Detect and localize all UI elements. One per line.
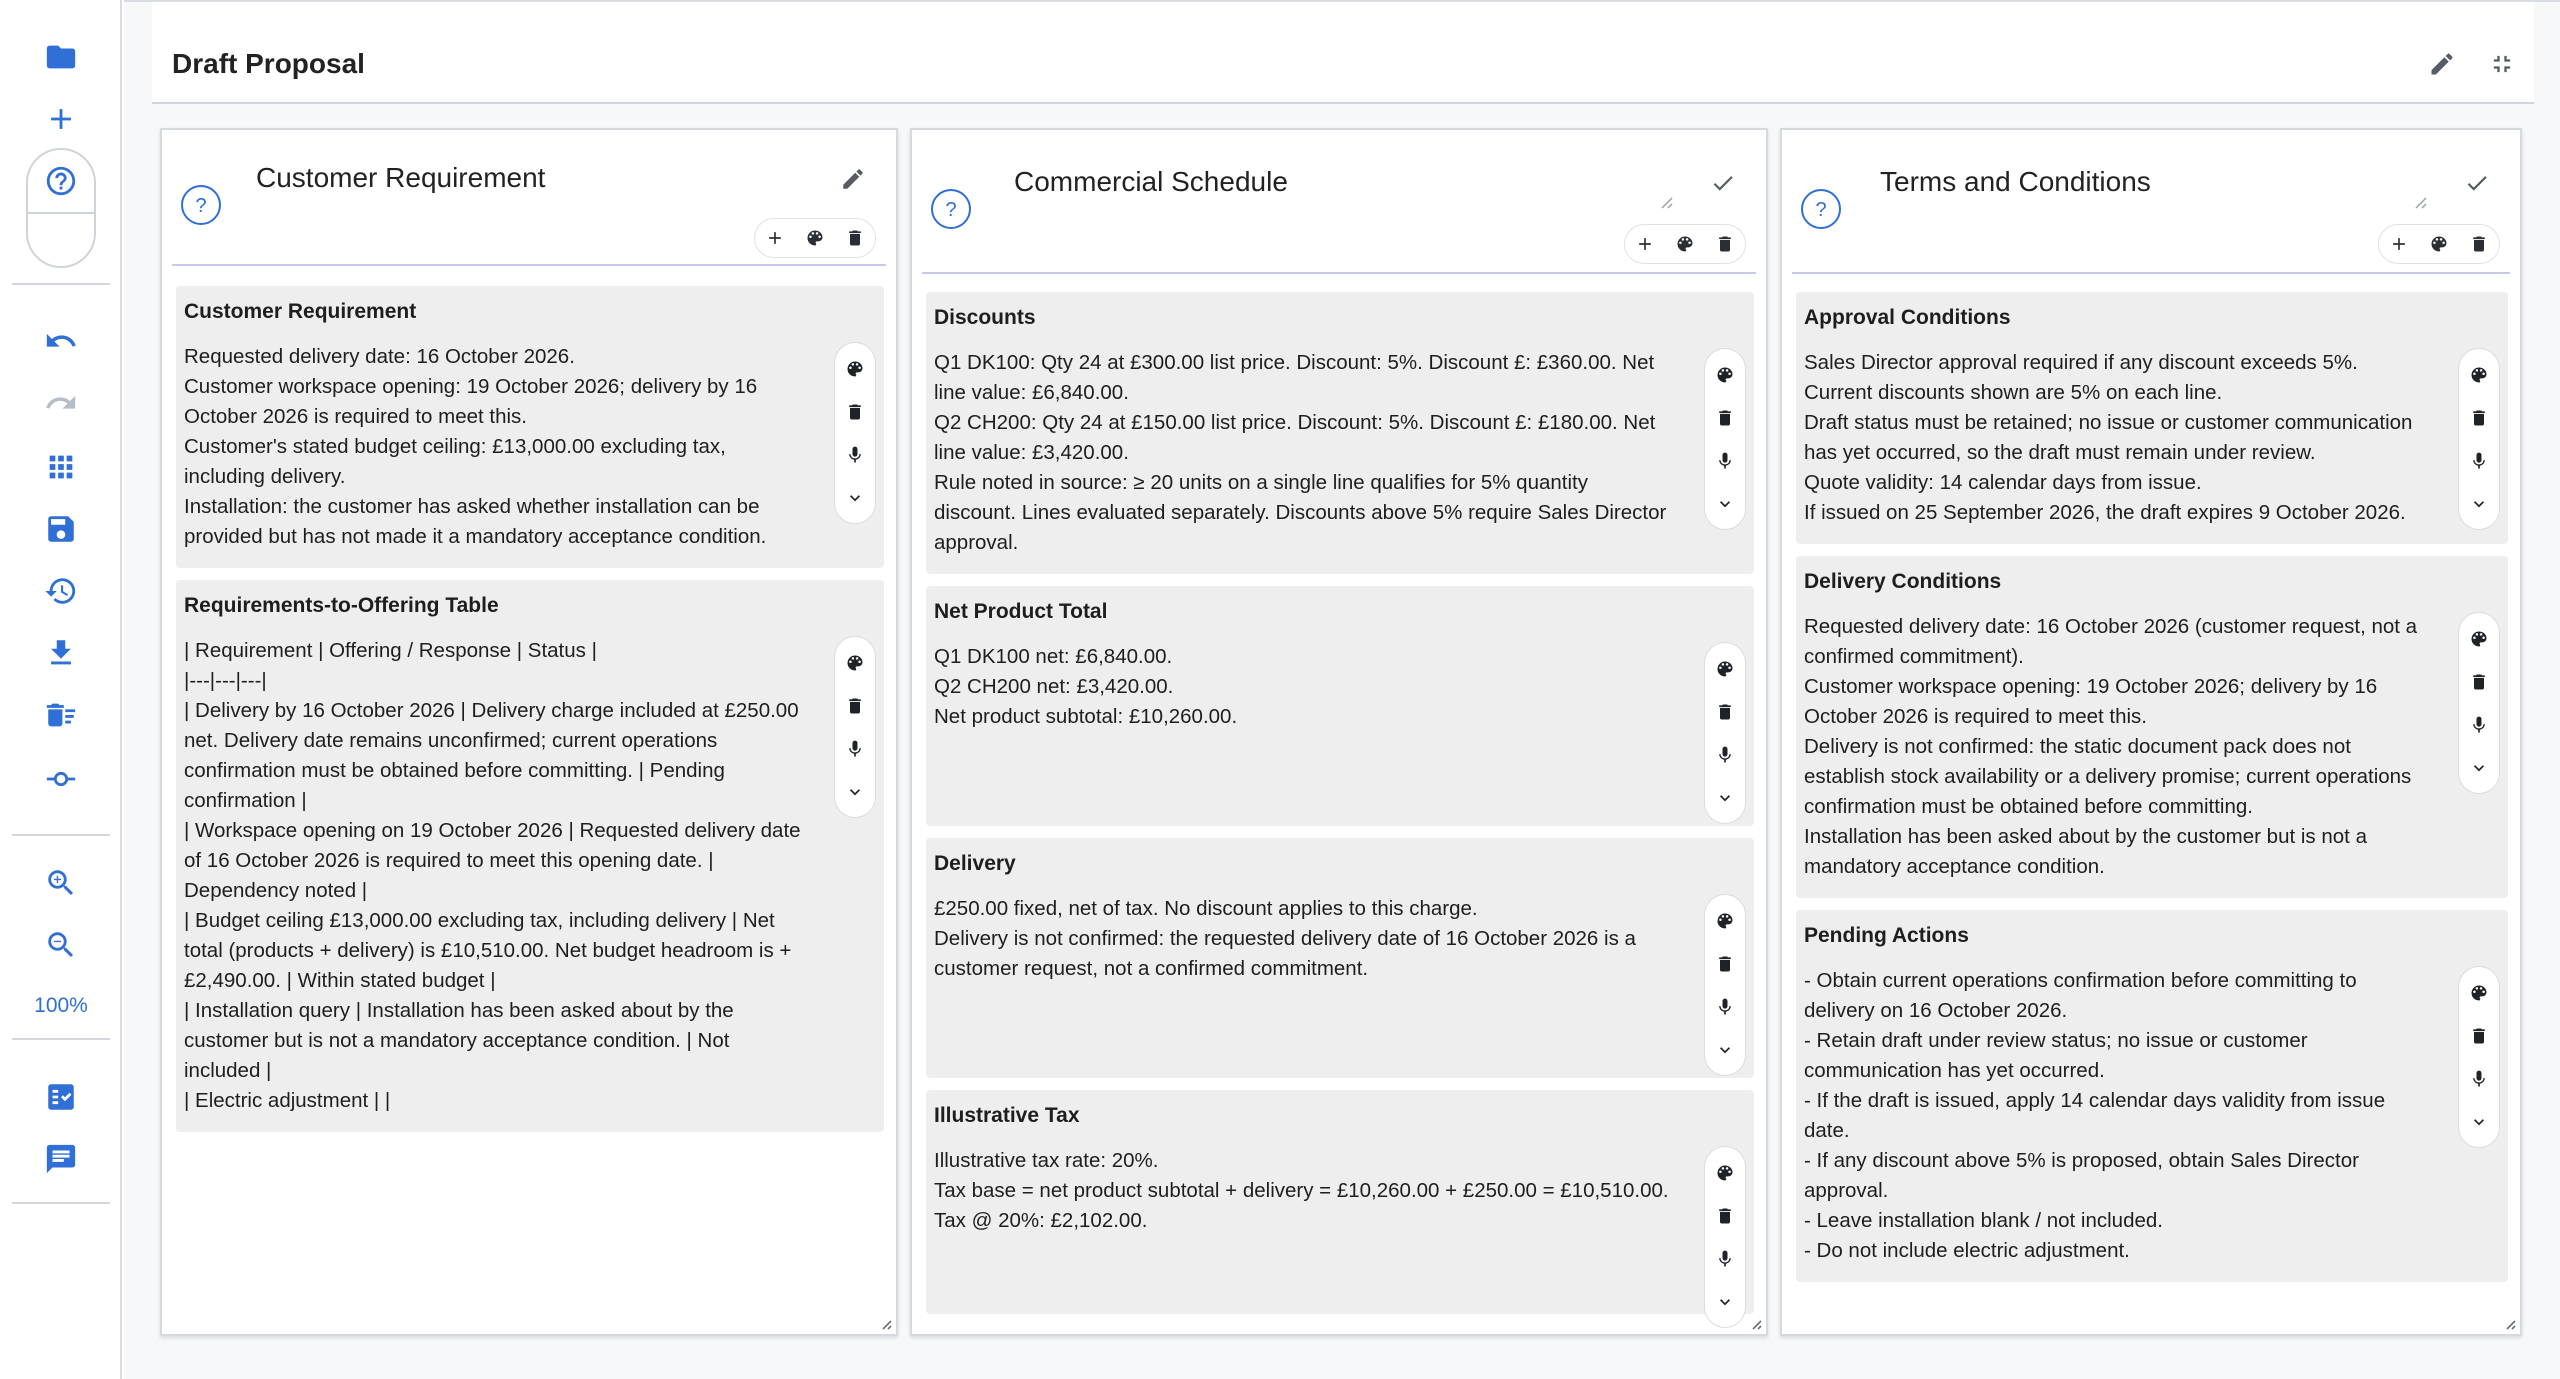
card-heading: Approval Conditions bbox=[1804, 306, 2011, 329]
card-text-line[interactable]: | Requirement | Offering / Response | Status | bbox=[184, 639, 597, 662]
mic-icon[interactable] bbox=[835, 433, 875, 476]
card-text-line[interactable]: Customer workspace opening: 19 October 2026; delivery by 16 October 2026 is required to meet this. bbox=[184, 375, 758, 428]
help-icon[interactable] bbox=[930, 188, 972, 230]
textarea-resize-icon[interactable] bbox=[2410, 192, 2428, 210]
card-text-line[interactable]: Quote validity: 14 calendar days from issue. bbox=[1804, 471, 2202, 494]
card[interactable] bbox=[1796, 292, 2508, 544]
card-list bbox=[176, 286, 884, 1144]
card-controls bbox=[1704, 642, 1746, 824]
card-text-line[interactable]: Installation: the customer has asked whether installation can be provided but has not made it a mandatory acceptance condition. bbox=[184, 495, 767, 548]
card-text-line[interactable]: Customer's stated budget ceiling: £13,000.00 excluding tax, including delivery. bbox=[184, 435, 726, 488]
card[interactable] bbox=[926, 1090, 1754, 1314]
card[interactable] bbox=[926, 292, 1754, 574]
chevron-down-icon[interactable] bbox=[2459, 1100, 2499, 1143]
trash-icon[interactable] bbox=[2459, 660, 2499, 703]
palette-icon[interactable] bbox=[1665, 225, 1705, 263]
trash-icon[interactable] bbox=[1705, 690, 1745, 733]
pencil-icon[interactable] bbox=[2424, 46, 2460, 82]
chevron-down-icon[interactable] bbox=[835, 770, 875, 813]
panel-toolbar bbox=[2378, 224, 2500, 264]
card-text-line[interactable]: - If the draft is issued, apply 14 calendar days validity from issue date. bbox=[1804, 1089, 2386, 1142]
svg-text:?: ? bbox=[945, 199, 957, 221]
card[interactable] bbox=[176, 580, 884, 1132]
card-text-line[interactable]: |---|---|---| bbox=[184, 669, 267, 692]
mic-icon[interactable] bbox=[1705, 439, 1745, 482]
trash-icon[interactable] bbox=[1705, 396, 1745, 439]
zoom-in-icon[interactable] bbox=[38, 860, 84, 906]
palette-icon[interactable] bbox=[2459, 617, 2499, 660]
palette-icon[interactable] bbox=[835, 347, 875, 390]
trash-icon[interactable] bbox=[2459, 225, 2499, 263]
palette-icon[interactable] bbox=[2459, 353, 2499, 396]
card-text-line[interactable]: - If any discount above 5% is proposed, obtain Sales Director approval. bbox=[1804, 1149, 2359, 1202]
resize-handle-icon[interactable] bbox=[1748, 1316, 1762, 1330]
card-text-line[interactable]: | Budget ceiling £13,000.00 excluding tax, including delivery | Net total (products + delivery) is £10,510.00. Net budget headroom is + £2,490.00. | Within stated budget | bbox=[184, 909, 792, 992]
card-heading: Net Product Total bbox=[934, 600, 1108, 623]
add-icon[interactable] bbox=[2379, 225, 2419, 263]
card-text-line[interactable]: | Delivery by 16 October 2026 | Delivery charge included at £250.00 net. Delivery date remains unconfirmed; current operations confirmation must be obtained before committing. | Pending confirmation | bbox=[184, 699, 799, 812]
mic-icon[interactable] bbox=[2459, 1057, 2499, 1100]
help-icon[interactable] bbox=[1800, 188, 1842, 230]
history-icon[interactable] bbox=[38, 568, 84, 614]
card-list bbox=[926, 292, 1754, 1326]
edit-title-icon[interactable] bbox=[836, 162, 870, 196]
palette-icon[interactable] bbox=[1705, 899, 1745, 942]
add-icon[interactable] bbox=[1625, 225, 1665, 263]
card-text-line[interactable]: Customer workspace opening: 19 October 2026; delivery by 16 October 2026 is required to meet this. bbox=[1804, 675, 2378, 728]
help-icon[interactable] bbox=[38, 158, 84, 204]
redo-icon[interactable] bbox=[38, 380, 84, 426]
chevron-down-icon[interactable] bbox=[835, 476, 875, 519]
card-text-line[interactable]: Tax base = net product subtotal + delivery = £10,260.00 + £250.00 = £10,510.00. bbox=[934, 1179, 1669, 1202]
mic-icon[interactable] bbox=[835, 727, 875, 770]
card-text-line[interactable]: - Do not include electric adjustment. bbox=[1804, 1239, 2130, 1262]
mic-icon[interactable] bbox=[1705, 985, 1745, 1028]
collapse-icon[interactable] bbox=[2484, 46, 2520, 82]
mic-icon[interactable] bbox=[1705, 733, 1745, 776]
palette-icon[interactable] bbox=[1705, 1151, 1745, 1194]
card-heading: Illustrative Tax bbox=[934, 1104, 1080, 1127]
commit-icon[interactable] bbox=[38, 756, 84, 802]
card-text-line[interactable]: Delivery is not confirmed: the static document pack does not establish stock availability or a delivery promise; current operations confirmation must be obtained before committing. bbox=[1804, 735, 2412, 818]
zoom-out-icon[interactable] bbox=[38, 922, 84, 968]
palette-icon[interactable] bbox=[2459, 971, 2499, 1014]
card-controls bbox=[2458, 348, 2500, 530]
card-controls bbox=[1704, 348, 1746, 530]
card-controls bbox=[2458, 612, 2500, 794]
confirm-title-icon[interactable] bbox=[2460, 166, 2494, 200]
card[interactable] bbox=[1796, 910, 2508, 1282]
chevron-down-icon[interactable] bbox=[2459, 746, 2499, 789]
card-controls bbox=[2458, 966, 2500, 1148]
card-text-line[interactable]: Q1 DK100: Qty 24 at £300.00 list price. Discount: 5%. Discount £: £360.00. Net line value: £6,840.00. bbox=[934, 351, 1655, 404]
trash-icon[interactable] bbox=[2459, 396, 2499, 439]
trash-icon[interactable] bbox=[835, 390, 875, 433]
card-text-line[interactable]: Installation has been asked about by the customer but is not a mandatory acceptance condition. bbox=[1804, 825, 2367, 878]
card-text-line[interactable]: Requested delivery date: 16 October 2026. bbox=[184, 345, 575, 368]
card-text-line[interactable]: Q1 DK100 net: £6,840.00. bbox=[934, 645, 1173, 668]
svg-text:?: ? bbox=[195, 195, 207, 217]
chevron-down-icon[interactable] bbox=[1705, 776, 1745, 819]
add-icon[interactable] bbox=[755, 219, 795, 257]
card-list bbox=[1796, 292, 2508, 1294]
card[interactable] bbox=[176, 286, 884, 568]
card-text-line[interactable]: Current discounts shown are 5% on each line. bbox=[1804, 381, 2223, 404]
checklist-icon[interactable] bbox=[38, 1074, 84, 1120]
palette-icon[interactable] bbox=[2419, 225, 2459, 263]
panel-title: Commercial Schedule bbox=[1014, 166, 1288, 197]
card-text-line[interactable]: Delivery is not confirmed: the requested delivery date of 16 October 2026 is a customer request, not a confirmed commitment. bbox=[934, 927, 1636, 980]
main-window bbox=[124, 0, 2560, 1379]
card-text-line[interactable]: - Obtain current operations confirmation before committing to delivery on 16 October 2026. bbox=[1804, 969, 2357, 1022]
panel-title: Customer Requirement bbox=[256, 162, 546, 193]
palette-icon[interactable] bbox=[795, 219, 835, 257]
card-text-line[interactable]: Net product subtotal: £10,260.00. bbox=[934, 705, 1238, 728]
trash-icon[interactable] bbox=[2459, 1014, 2499, 1057]
panel-terms-and-conditions bbox=[1780, 128, 2522, 1336]
panel-toolbar bbox=[754, 218, 876, 258]
trash-icon[interactable] bbox=[1705, 1194, 1745, 1237]
resize-handle-icon[interactable] bbox=[878, 1316, 892, 1330]
header bbox=[152, 2, 2534, 104]
card-heading: Customer Requirement bbox=[184, 300, 417, 323]
resize-handle-icon[interactable] bbox=[2502, 1316, 2516, 1330]
card-text-line[interactable]: Rule noted in source: ≥ 20 units on a single line qualifies for 5% quantity discount. Lines evaluated separately. Discounts above 5% require Sales Director approval. bbox=[934, 471, 1667, 554]
card-text-line[interactable]: - Retain draft under review status; no issue or customer communication has yet occurred. bbox=[1804, 1029, 2308, 1082]
card-heading: Delivery Conditions bbox=[1804, 570, 2002, 593]
card-heading: Pending Actions bbox=[1804, 924, 1969, 947]
svg-text:?: ? bbox=[1815, 199, 1827, 221]
card-controls bbox=[834, 636, 876, 818]
card-controls bbox=[1704, 1146, 1746, 1328]
card-text-line[interactable]: | Installation query | Installation has been asked about by the customer but is not a mandatory acceptance condition. | Not included | bbox=[184, 999, 734, 1082]
panel-title: Terms and Conditions bbox=[1880, 166, 2151, 197]
trash-icon[interactable] bbox=[835, 684, 875, 727]
card-text-line[interactable]: Sales Director approval required if any discount exceeds 5%. bbox=[1804, 351, 2358, 374]
zoom-level: 100% bbox=[34, 994, 88, 1017]
card-controls bbox=[1704, 894, 1746, 1076]
card-text-line[interactable]: Q2 CH200 net: £3,420.00. bbox=[934, 675, 1174, 698]
card-text-line[interactable]: Draft status must be retained; no issue or customer communication has yet occurred, so the draft must remain under review. bbox=[1804, 411, 2413, 464]
mic-icon[interactable] bbox=[2459, 703, 2499, 746]
card[interactable] bbox=[926, 838, 1754, 1078]
clear-list-icon[interactable] bbox=[38, 692, 84, 738]
card-text-line[interactable]: | Workspace opening on 19 October 2026 | Requested delivery date of 16 October 2026 is required to meet this opening date. | Dependency noted | bbox=[184, 819, 801, 902]
card-heading: Requirements-to-Offering Table bbox=[184, 594, 499, 617]
chevron-down-icon[interactable] bbox=[1705, 1280, 1745, 1323]
panel-customer-requirement bbox=[160, 128, 898, 1336]
confirm-title-icon[interactable] bbox=[1706, 166, 1740, 200]
card-text-line[interactable]: | Electric adjustment | | bbox=[184, 1089, 391, 1112]
palette-icon[interactable] bbox=[1705, 647, 1745, 690]
card-text-line[interactable]: Requested delivery date: 16 October 2026 (customer request, not a confirmed commitment). bbox=[1804, 615, 2418, 668]
plus-icon[interactable] bbox=[38, 96, 84, 142]
palette-icon[interactable] bbox=[835, 641, 875, 684]
page-title: Draft Proposal bbox=[172, 48, 365, 79]
card-text-line[interactable]: Q2 CH200: Qty 24 at £150.00 list price. Discount: 5%. Discount £: £180.00. Net line value: £3,420.00. bbox=[934, 411, 1656, 464]
card[interactable] bbox=[926, 586, 1754, 826]
mic-icon[interactable] bbox=[2459, 439, 2499, 482]
trash-icon[interactable] bbox=[1705, 942, 1745, 985]
chevron-down-icon[interactable] bbox=[2459, 482, 2499, 525]
comment-icon[interactable] bbox=[38, 1136, 84, 1182]
chevron-down-icon[interactable] bbox=[1705, 482, 1745, 525]
card-text-line[interactable]: Illustrative tax rate: 20%. bbox=[934, 1149, 1159, 1172]
palette-icon[interactable] bbox=[1705, 353, 1745, 396]
mic-icon[interactable] bbox=[1705, 1237, 1745, 1280]
undo-icon[interactable] bbox=[38, 318, 84, 364]
panel-commercial-schedule bbox=[910, 128, 1768, 1336]
trash-icon[interactable] bbox=[835, 219, 875, 257]
card[interactable] bbox=[1796, 556, 2508, 898]
help-icon[interactable] bbox=[180, 184, 222, 226]
panel-toolbar bbox=[1624, 224, 1746, 264]
card-text-line[interactable]: £250.00 fixed, net of tax. No discount applies to this charge. bbox=[934, 897, 1478, 920]
textarea-resize-icon[interactable] bbox=[1656, 192, 1674, 210]
download-icon[interactable] bbox=[38, 630, 84, 676]
chevron-down-icon[interactable] bbox=[1705, 1028, 1745, 1071]
card-heading: Delivery bbox=[934, 852, 1016, 875]
left-toolbar bbox=[0, 0, 122, 1379]
card-controls bbox=[834, 342, 876, 524]
card-text-line[interactable]: If issued on 25 September 2026, the draft expires 9 October 2026. bbox=[1804, 501, 2406, 524]
folder-icon[interactable] bbox=[38, 34, 84, 80]
trash-icon[interactable] bbox=[1705, 225, 1745, 263]
save-icon[interactable] bbox=[38, 506, 84, 552]
grid-icon[interactable] bbox=[38, 444, 84, 490]
card-text-line[interactable]: Tax @ 20%: £2,102.00. bbox=[934, 1209, 1148, 1232]
card-text-line[interactable]: - Leave installation blank / not included. bbox=[1804, 1209, 2163, 1232]
card-heading: Discounts bbox=[934, 306, 1036, 329]
